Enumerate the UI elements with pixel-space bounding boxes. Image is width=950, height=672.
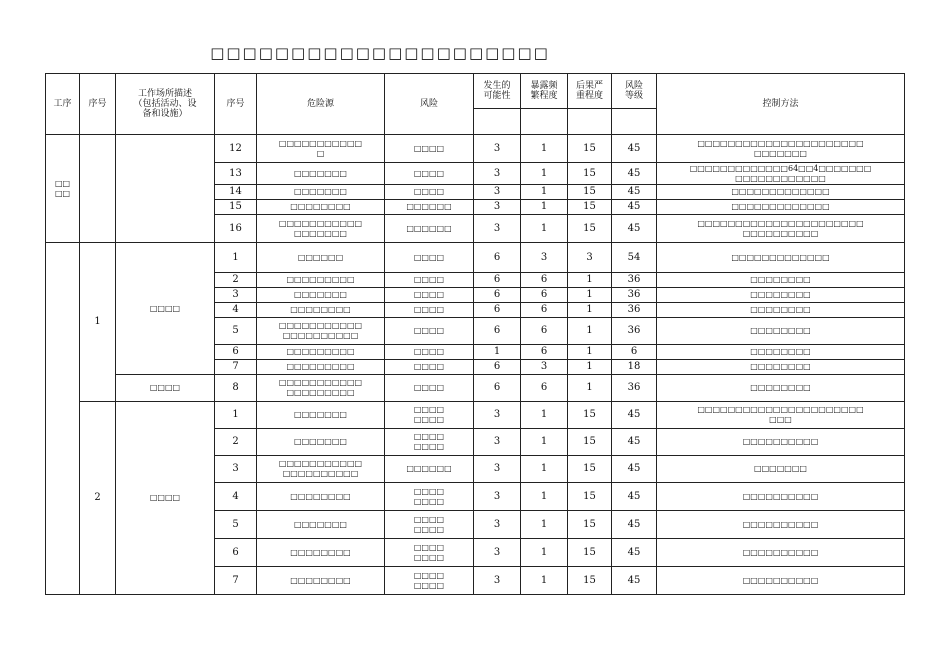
- exposure-cell: 1: [521, 402, 568, 429]
- control-cell: □□□□□□□□: [657, 360, 905, 375]
- severity-cell: 15: [568, 483, 612, 511]
- likelihood-cell: 1: [474, 345, 521, 360]
- risk-cell: □□□□□□: [385, 456, 474, 483]
- severity-cell: 15: [568, 135, 612, 163]
- severity-cell: 1: [568, 303, 612, 318]
- control-cell: □□□□□□□□□□□□□□□□□□□□□□ □□□□□□□: [657, 135, 905, 163]
- header-exposure-line2: 繁程度: [530, 91, 558, 101]
- severity-cell: 15: [568, 215, 612, 243]
- risk-cell: □□□□: [385, 318, 474, 345]
- workplace-cell-group-1a: □□□□: [116, 243, 215, 375]
- risk-cell: □□□□: [385, 163, 474, 185]
- seq-cell: 2: [215, 273, 257, 288]
- risk-cell: □□□□: [385, 288, 474, 303]
- risk-cell: □□□□ □□□□: [385, 483, 474, 511]
- header-exposure-blank: [521, 109, 568, 135]
- risk-cell: □□□□: [385, 273, 474, 288]
- exposure-cell: 6: [521, 273, 568, 288]
- control-cell: □□□□□□□□□□□□□: [657, 243, 905, 273]
- workplace-cell-group-1b: □□□□: [116, 375, 215, 402]
- control-cell: □□□□□□□□: [657, 288, 905, 303]
- exposure-cell: 3: [521, 360, 568, 375]
- level-cell: 36: [612, 375, 657, 402]
- level-cell: 45: [612, 511, 657, 539]
- likelihood-cell: 3: [474, 402, 521, 429]
- risk-cell: □□□□□□: [385, 200, 474, 215]
- likelihood-cell: 3: [474, 456, 521, 483]
- control-cell: □□□□□□□□□□□□□: [657, 200, 905, 215]
- seq-cell: 8: [215, 375, 257, 402]
- severity-cell: 15: [568, 200, 612, 215]
- exposure-cell: 1: [521, 456, 568, 483]
- likelihood-cell: 3: [474, 483, 521, 511]
- risk-cell: □□□□ □□□□: [385, 402, 474, 429]
- seq-cell: 15: [215, 200, 257, 215]
- exposure-cell: 1: [521, 163, 568, 185]
- control-cell: □□□□□□□□□□: [657, 567, 905, 595]
- likelihood-cell: 6: [474, 243, 521, 273]
- level-cell: 45: [612, 429, 657, 456]
- severity-cell: 15: [568, 539, 612, 567]
- likelihood-cell: 6: [474, 375, 521, 402]
- control-cell: □□□□□□□□□□: [657, 539, 905, 567]
- risk-cell: □□□□: [385, 345, 474, 360]
- likelihood-cell: 3: [474, 567, 521, 595]
- hazard-cell: □□□□□□□□□□□ □□□□□□□□□□: [257, 318, 385, 345]
- seq-cell: 1: [215, 243, 257, 273]
- risk-cell: □□□□: [385, 375, 474, 402]
- severity-cell: 1: [568, 345, 612, 360]
- header-workplace-line2: （包括活动、设: [133, 99, 197, 109]
- hazard-cell: □□□□□□: [257, 243, 385, 273]
- seq-cell: 1: [215, 402, 257, 429]
- severity-cell: 15: [568, 429, 612, 456]
- exposure-cell: 6: [521, 345, 568, 360]
- hazard-cell: □□□□□□□: [257, 163, 385, 185]
- control-cell: □□□□□□□□: [657, 345, 905, 360]
- level-cell: 45: [612, 185, 657, 200]
- risk-cell: □□□□ □□□□: [385, 511, 474, 539]
- level-cell: 36: [612, 273, 657, 288]
- severity-cell: 1: [568, 288, 612, 303]
- likelihood-cell: 3: [474, 215, 521, 243]
- header-workplace: [116, 74, 215, 135]
- exposure-cell: 1: [521, 539, 568, 567]
- hazard-cell: □□□□□□□: [257, 402, 385, 429]
- seq-cell: 7: [215, 360, 257, 375]
- hazard-cell: □□□□□□□□□□□ □: [257, 135, 385, 163]
- exposure-cell: 1: [521, 511, 568, 539]
- level-cell: 45: [612, 200, 657, 215]
- risk-cell: □□□□ □□□□: [385, 539, 474, 567]
- severity-cell: 15: [568, 456, 612, 483]
- seq-cell: 5: [215, 318, 257, 345]
- severity-cell: 3: [568, 243, 612, 273]
- exposure-cell: 3: [521, 243, 568, 273]
- header-level: [612, 74, 657, 109]
- level-cell: 45: [612, 135, 657, 163]
- control-cell: □□□□□□□□: [657, 318, 905, 345]
- seq-cell: 13: [215, 163, 257, 185]
- severity-cell: 15: [568, 402, 612, 429]
- header-workplace-line1: 工作场所描述: [137, 89, 192, 99]
- header-likelihood-blank: [474, 109, 521, 135]
- level-cell: 45: [612, 456, 657, 483]
- exposure-cell: 6: [521, 318, 568, 345]
- header-risk: 风险: [385, 74, 474, 135]
- exposure-cell: 6: [521, 375, 568, 402]
- control-cell: □□□□□□□□: [657, 273, 905, 288]
- exposure-cell: 1: [521, 215, 568, 243]
- header-seq-1: 序号: [80, 74, 116, 135]
- risk-cell: □□□□: [385, 303, 474, 318]
- seq-cell: 14: [215, 185, 257, 200]
- hazard-cell: □□□□□□□□: [257, 567, 385, 595]
- level-cell: 36: [612, 288, 657, 303]
- level-cell: 45: [612, 402, 657, 429]
- hazard-cell: □□□□□□□□□: [257, 345, 385, 360]
- exposure-cell: 1: [521, 185, 568, 200]
- risk-cell: □□□□: [385, 135, 474, 163]
- level-cell: 6: [612, 345, 657, 360]
- control-cell: □□□□□□□□□□□□□□□□□□□□□□ □□□: [657, 402, 905, 429]
- hazard-cell: □□□□□□□: [257, 288, 385, 303]
- level-cell: 45: [612, 539, 657, 567]
- risk-cell: □□□□: [385, 243, 474, 273]
- likelihood-cell: 3: [474, 135, 521, 163]
- control-cell: □□□□□□□□: [657, 375, 905, 402]
- hazard-cell: □□□□□□□□□□□ □□□□□□□: [257, 215, 385, 243]
- severity-cell: 1: [568, 318, 612, 345]
- level-cell: 45: [612, 483, 657, 511]
- likelihood-cell: 6: [474, 360, 521, 375]
- likelihood-cell: 6: [474, 303, 521, 318]
- likelihood-cell: 3: [474, 511, 521, 539]
- header-likelihood: [474, 74, 521, 109]
- severity-cell: 15: [568, 511, 612, 539]
- exposure-cell: 1: [521, 483, 568, 511]
- level-cell: 36: [612, 318, 657, 345]
- header-workplace-line3: 备和设施）: [142, 109, 188, 119]
- exposure-cell: 6: [521, 288, 568, 303]
- control-cell: □□□□□□□□: [657, 303, 905, 318]
- exposure-cell: 6: [521, 303, 568, 318]
- control-cell: □□□□□□□□□□: [657, 429, 905, 456]
- table-row: [46, 243, 905, 273]
- header-level-blank: [612, 109, 657, 135]
- exposure-cell: 1: [521, 567, 568, 595]
- control-cell: □□□□□□□□□□□□□: [657, 185, 905, 200]
- seq-cell: 4: [215, 483, 257, 511]
- exposure-cell: 1: [521, 200, 568, 215]
- table-row: [46, 375, 905, 402]
- header-level-line1: 风险: [624, 81, 643, 91]
- hazard-cell: □□□□□□□□: [257, 200, 385, 215]
- seq-cell-group-0: [80, 135, 116, 243]
- likelihood-cell: 3: [474, 539, 521, 567]
- header-process: 工序: [46, 74, 80, 135]
- seq-cell-group-2: 2: [80, 402, 116, 595]
- seq-cell: 3: [215, 288, 257, 303]
- exposure-cell: 1: [521, 429, 568, 456]
- seq-cell: 2: [215, 429, 257, 456]
- seq-cell-group-1: 1: [80, 243, 116, 402]
- hazard-cell: □□□□□□□□□□□ □□□□□□□□□□: [257, 456, 385, 483]
- control-cell: □□□□□□□□□□□□□64□□4□□□□□□□ □□□□□□□□□□□□: [657, 163, 905, 185]
- hazard-cell: □□□□□□□□: [257, 303, 385, 318]
- likelihood-cell: 3: [474, 163, 521, 185]
- page-title: □□□□□□□□□□□□□□□□□□□□□: [210, 44, 550, 62]
- likelihood-cell: 3: [474, 185, 521, 200]
- workplace-cell-group-0: [116, 135, 215, 243]
- header-severity: [568, 74, 612, 109]
- level-cell: 45: [612, 163, 657, 185]
- hazard-cell: □□□□□□□□□: [257, 360, 385, 375]
- control-cell: □□□□□□□□□□: [657, 511, 905, 539]
- level-cell: 45: [612, 567, 657, 595]
- seq-cell: 16: [215, 215, 257, 243]
- hazard-cell: □□□□□□□: [257, 185, 385, 200]
- severity-cell: 15: [568, 567, 612, 595]
- seq-cell: 12: [215, 135, 257, 163]
- hazard-cell: □□□□□□□□□□□ □□□□□□□□□: [257, 375, 385, 402]
- header-hazard: 危险源: [257, 74, 385, 135]
- header-seq-2: 序号: [215, 74, 257, 135]
- table-row: [46, 135, 905, 163]
- header-level-line2: 等级: [624, 91, 643, 101]
- risk-cell: □□□□□□: [385, 215, 474, 243]
- likelihood-cell: 3: [474, 429, 521, 456]
- level-cell: 18: [612, 360, 657, 375]
- severity-cell: 1: [568, 375, 612, 402]
- control-cell: □□□□□□□□□□□□□□□□□□□□□□ □□□□□□□□□□: [657, 215, 905, 243]
- process-cell-group-1: [46, 243, 80, 595]
- seq-cell: 4: [215, 303, 257, 318]
- seq-cell: 6: [215, 539, 257, 567]
- header-severity-line1: 后果严: [575, 81, 603, 91]
- seq-cell: 5: [215, 511, 257, 539]
- level-cell: 45: [612, 215, 657, 243]
- table-row: [46, 402, 905, 429]
- control-cell: □□□□□□□□□□: [657, 483, 905, 511]
- workplace-cell-group-2: □□□□: [116, 402, 215, 595]
- likelihood-cell: 6: [474, 288, 521, 303]
- hazard-cell: □□□□□□□: [257, 429, 385, 456]
- level-cell: 54: [612, 243, 657, 273]
- hazard-cell: □□□□□□□□: [257, 539, 385, 567]
- seq-cell: 3: [215, 456, 257, 483]
- risk-cell: □□□□: [385, 185, 474, 200]
- severity-cell: 15: [568, 185, 612, 200]
- risk-assessment-table: [45, 73, 905, 595]
- hazard-cell: □□□□□□□□: [257, 483, 385, 511]
- process-cell-group-0: □□ □□: [46, 135, 80, 243]
- control-cell: □□□□□□□: [657, 456, 905, 483]
- header-likelihood-line1: 发生的: [483, 81, 511, 91]
- risk-cell: □□□□ □□□□: [385, 567, 474, 595]
- header-likelihood-line2: 可能性: [483, 91, 511, 101]
- severity-cell: 1: [568, 273, 612, 288]
- likelihood-cell: 6: [474, 273, 521, 288]
- header-severity-line2: 重程度: [575, 91, 603, 101]
- severity-cell: 15: [568, 163, 612, 185]
- hazard-cell: □□□□□□□□□: [257, 273, 385, 288]
- header-control: 控制方法: [657, 74, 905, 135]
- risk-cell: □□□□ □□□□: [385, 429, 474, 456]
- likelihood-cell: 6: [474, 318, 521, 345]
- risk-cell: □□□□: [385, 360, 474, 375]
- header-exposure-line1: 暴露频: [530, 81, 558, 91]
- seq-cell: 6: [215, 345, 257, 360]
- header-exposure: [521, 74, 568, 109]
- severity-cell: 1: [568, 360, 612, 375]
- exposure-cell: 1: [521, 135, 568, 163]
- level-cell: 36: [612, 303, 657, 318]
- likelihood-cell: 3: [474, 200, 521, 215]
- header-severity-blank: [568, 109, 612, 135]
- hazard-cell: □□□□□□□: [257, 511, 385, 539]
- seq-cell: 7: [215, 567, 257, 595]
